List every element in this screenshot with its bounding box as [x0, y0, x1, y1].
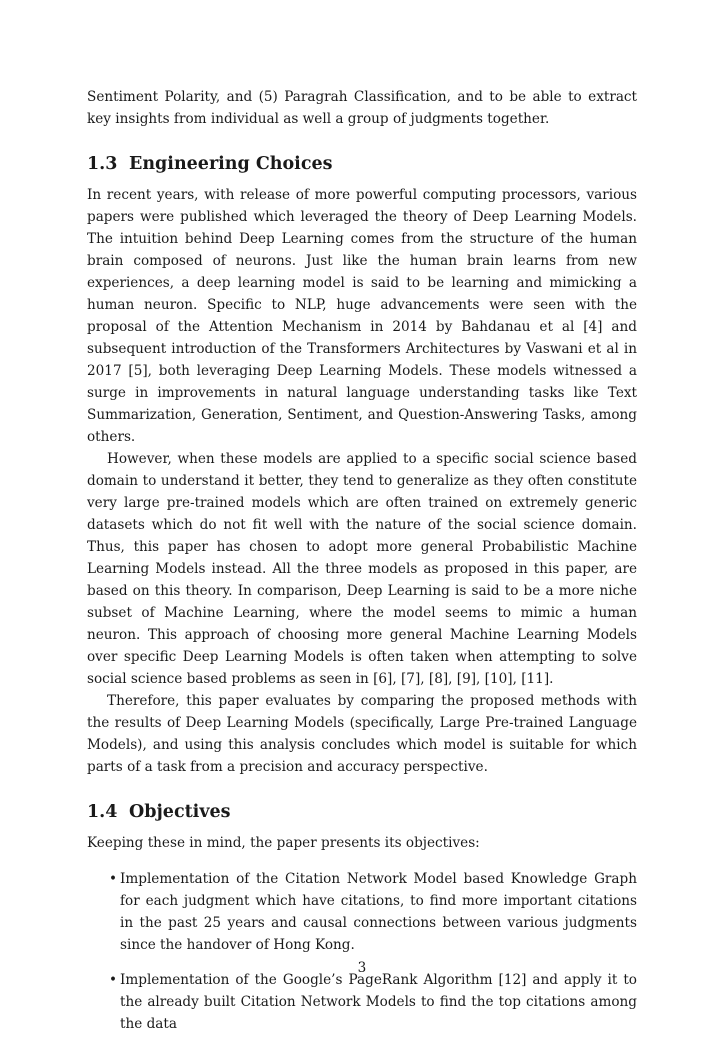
paragraph: In recent years, with release of more powerful computing processors, various papers were published which leveraged the theory of Deep Learning Models. The intuition behind Deep Learning comes from the structure of the human brain composed of neurons. Just like the human brain learns from new experiences, a deep learning model is said to be learning and mimicking a human neuron. Specific to NLP, huge advancements were seen with the proposal of the Attention Mechanism in 2014 by Bahdanau et al [4] and subsequent introduction of the Transformers Architectures by Vaswani et al in 2017 [5], both leveraging Deep Learning Models. These models witnessed a surge in improvements in natural language understanding tasks like Text Summarization, Generation, Sentiment, and Question-Answering Tasks, among others. [87, 187, 637, 445]
page-number: 3 [357, 960, 367, 976]
paragraph: Therefore, this paper evaluates by comparing the proposed methods with the results of Deep Learning Models (specifically, Large Pre-trained Language Models), and using this analysis concludes which model is suitable for which parts of a task from a precision and accuracy perspective. [87, 693, 637, 775]
list-item [87, 969, 637, 1035]
objectives-intro: Keeping these in mind, the paper presents its objectives: [87, 835, 480, 851]
section-heading-objectives [87, 800, 637, 824]
list-item-text: Implementation of the Google’s PageRank Algorithm [12] and apply it to the already built Citation Network Models to find the top citations among the data [120, 972, 637, 1032]
section-title: Engineering Choices [129, 154, 333, 174]
list-item-text: Implementation of the Citation Network Model based Knowledge Graph for each judgment which have citations, to find more important citations in the past 25 years and causal connections between various judgments since the handover of Hong Kong. [120, 871, 637, 953]
paragraph: However, when these models are applied to a specific social science based domain to understand it better, they tend to generalize as they often constitute very large pre-trained models which are often trained on extremely generic datasets which do not fit well with the nature of the social science domain. Thus, this paper has chosen to adopt more general Probabilistic Machine Learning Models instead. All the three models as proposed in this paper, are based on this theory. In comparison, Deep Learning is said to be a more niche subset of Machine Learning, where the model seems to mimic a human neuron. This approach of choosing more general Machine Learning Models over specific Deep Learning Models is often taken when attempting to solve social science based problems as seen in [6], [7], [8], [9], [10], [11]. [87, 451, 637, 687]
section-number: 1.4 [87, 802, 118, 822]
section-number: 1.3 [87, 154, 118, 174]
section-title: Objectives [129, 802, 231, 822]
list-item [87, 868, 637, 956]
continuation-paragraph: Sentiment Polarity, and (5) Paragrah Classification, and to be able to extract key insights from individual as well a group of judgments together. [87, 89, 637, 127]
bullet-icon: • [109, 871, 118, 887]
page-body [87, 86, 637, 1048]
bullet-icon: • [109, 972, 118, 988]
objectives-list [87, 868, 637, 1035]
section-heading-engineering-choices [87, 152, 637, 176]
